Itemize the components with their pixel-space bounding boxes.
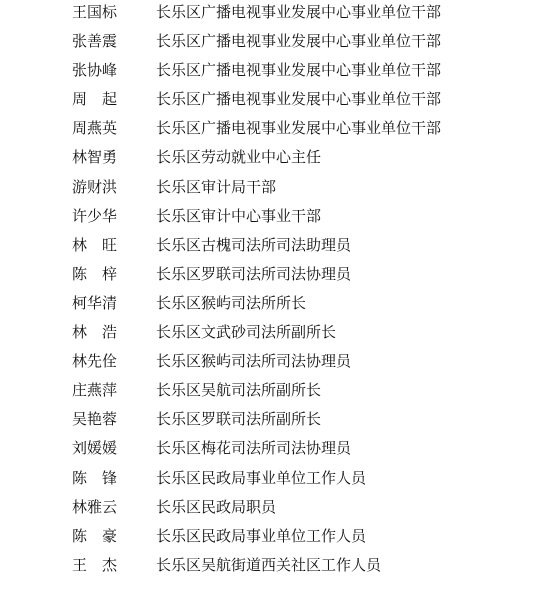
person-title: 长乐区劳动就业中心主任: [156, 148, 322, 167]
person-title: 长乐区广播电视事业发展中心事业单位干部: [156, 119, 442, 138]
person-name: 陈 豪: [72, 526, 118, 545]
list-item: [0, 466, 553, 495]
list-item: [0, 407, 553, 436]
person-name: 林智勇: [72, 148, 118, 167]
person-name: 林 浩: [72, 323, 118, 342]
person-name: 游财洪: [72, 177, 118, 196]
list-item: [0, 204, 553, 233]
person-name: 王 杰: [72, 555, 118, 574]
person-title: 长乐区民政局事业单位工作人员: [156, 526, 367, 545]
person-title: 长乐区广播电视事业发展中心事业单位干部: [156, 32, 442, 51]
list-item: [0, 349, 553, 378]
list-item: [0, 436, 553, 465]
person-name: 陈 梓: [72, 264, 118, 283]
list-item: [0, 320, 553, 349]
person-name: 林先佺: [72, 352, 118, 371]
list-item: [0, 175, 553, 204]
person-title: 长乐区审计局干部: [156, 177, 277, 196]
list-item: [0, 233, 553, 262]
person-name: 许少华: [72, 206, 118, 225]
person-name: 林 旺: [72, 235, 118, 254]
list-item: [0, 58, 553, 87]
person-title: 长乐区梅花司法所司法协理员: [156, 439, 352, 458]
person-name: 陈 锋: [72, 468, 118, 487]
person-title: 长乐区罗联司法所副所长: [156, 410, 322, 429]
person-title: 长乐区猴屿司法所所长: [156, 293, 307, 312]
person-name: 张协峰: [72, 61, 118, 80]
person-name: 林雅云: [72, 497, 118, 516]
list-item: [0, 553, 553, 582]
person-title: 长乐区古槐司法所司法助理员: [156, 235, 352, 254]
person-title: 长乐区罗联司法所司法协理员: [156, 264, 352, 283]
person-title: 长乐区文武砂司法所副所长: [156, 323, 337, 342]
person-name: 庄燕萍: [72, 381, 118, 400]
person-title: 长乐区审计中心事业干部: [156, 206, 322, 225]
list-item: [0, 524, 553, 553]
person-name: 柯华清: [72, 293, 118, 312]
person-title: 长乐区广播电视事业发展中心事业单位干部: [156, 61, 442, 80]
person-name: 吴艳蓉: [72, 410, 118, 429]
person-name: 王国标: [72, 3, 118, 21]
person-name: 张善震: [72, 32, 118, 51]
person-title: 长乐区吴航司法所副所长: [156, 381, 322, 400]
person-title: 长乐区吴航街道西关社区工作人员: [156, 555, 382, 574]
person-title: 长乐区猴屿司法所司法协理员: [156, 352, 352, 371]
list-item: [0, 495, 553, 524]
list-item: [0, 29, 553, 58]
person-name: 刘媛媛: [72, 439, 118, 458]
list-item: [0, 145, 553, 174]
list-item: [0, 116, 553, 145]
list-item: [0, 87, 553, 116]
person-title: 长乐区民政局职员: [156, 497, 277, 516]
person-title: 长乐区广播电视事业发展中心事业单位干部: [156, 90, 442, 109]
list-item: [0, 378, 553, 407]
list-item: [0, 291, 553, 320]
person-name: 周 起: [72, 90, 118, 109]
person-name: 周燕英: [72, 119, 118, 138]
list-item: [0, 262, 553, 291]
list-item: [0, 0, 553, 29]
person-title: 长乐区广播电视事业发展中心事业单位干部: [156, 3, 442, 21]
person-title: 长乐区民政局事业单位工作人员: [156, 468, 367, 487]
